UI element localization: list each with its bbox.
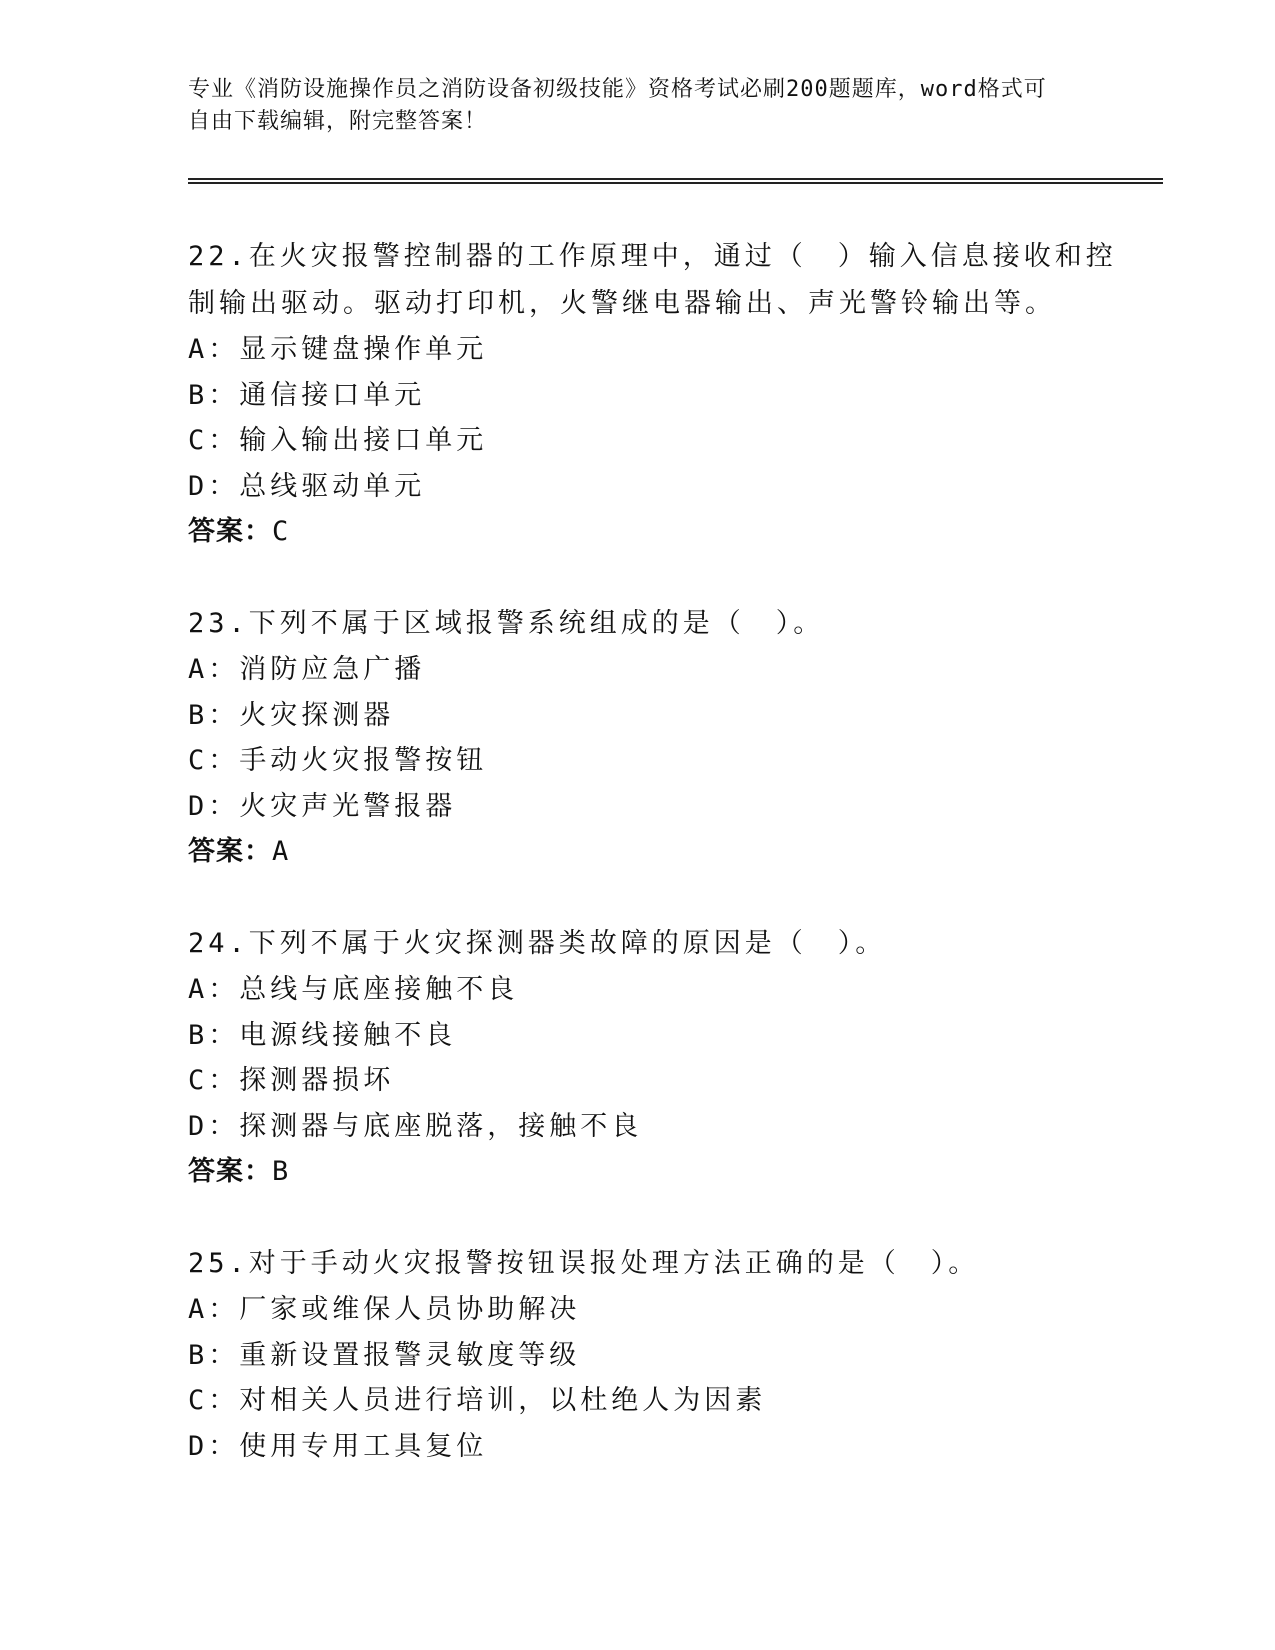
option-c: C：探测器损坏	[188, 1065, 395, 1096]
option-b: B：电源线接触不良	[188, 1019, 457, 1051]
answer-label: 答案：	[188, 836, 272, 867]
answer-line	[188, 829, 1128, 875]
option-d: D：总线驱动单元	[188, 470, 426, 502]
option-a: A：厂家或维保人员协助解决	[188, 1294, 581, 1325]
answer-line	[188, 1149, 1128, 1195]
option-c: C：手动火灾报警按钮	[188, 745, 488, 776]
option-d: D：探测器与底座脱落，接触不良	[188, 1110, 643, 1142]
question-25	[188, 1240, 1128, 1469]
question-stem: 24.下列不属于火灾探测器类故障的原因是（ ）。	[188, 928, 887, 959]
header-divider	[188, 178, 1163, 184]
option-a: A：消防应急广播	[188, 654, 426, 685]
option-b: B：通信接口单元	[188, 379, 426, 411]
answer-value: A	[272, 836, 290, 867]
document-header: 专业《消防设施操作员之消防设备初级技能》资格考试必刷200题题库，word格式可自由下载编辑，附完整答案！	[188, 77, 1047, 134]
answer-value: C	[272, 516, 290, 547]
option-a: A：总线与底座接触不良	[188, 974, 519, 1005]
option-b: B：火灾探测器	[188, 699, 395, 731]
option-d: D：火灾声光警报器	[188, 790, 457, 822]
question-22	[188, 233, 1128, 555]
answer-label: 答案：	[188, 1156, 272, 1187]
question-stem: 22.在火灾报警控制器的工作原理中，通过（ ）输入信息接收和控制输出驱动。驱动打印机，火警继电器输出、声光警铃输出等。	[188, 241, 1117, 319]
answer-line	[188, 509, 1128, 555]
answer-value: B	[272, 1156, 290, 1187]
option-c: C：对相关人员进行培训，以杜绝人为因素	[188, 1385, 767, 1416]
option-d: D：使用专用工具复位	[188, 1430, 488, 1462]
question-24	[188, 920, 1128, 1195]
question-stem: 23.下列不属于区域报警系统组成的是（ ）。	[188, 608, 825, 639]
option-c: C：输入输出接口单元	[188, 425, 488, 456]
option-a: A：显示键盘操作单元	[188, 334, 488, 365]
answer-label: 答案：	[188, 516, 272, 547]
question-stem: 25.对于手动火灾报警按钮误报处理方法正确的是（ ）。	[188, 1248, 980, 1279]
question-23	[188, 600, 1128, 875]
option-b: B：重新设置报警灵敏度等级	[188, 1339, 581, 1371]
